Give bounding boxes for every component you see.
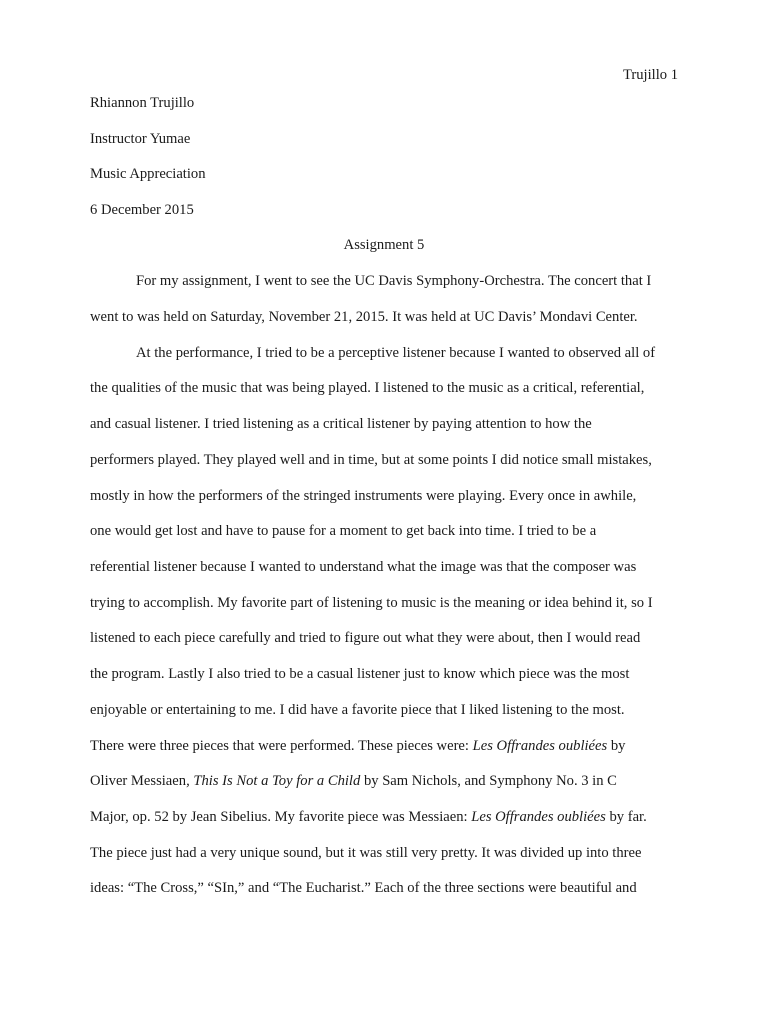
body-line bbox=[90, 737, 625, 755]
body-text: Oliver Messiaen bbox=[90, 773, 187, 789]
essay-date: 6 December 2015 bbox=[90, 202, 194, 218]
body-line: referential listener because I wanted to understand what the image was that the composer was bbox=[90, 559, 637, 575]
body-line bbox=[90, 772, 617, 790]
body-line: the qualities of the music that was being played. I listened to the music as a critical, referential, bbox=[90, 380, 645, 396]
body-text: Major, op. 52 by Jean Sibelius. My favorite piece was Messiaen: bbox=[90, 809, 472, 825]
work-title-italic: Les Offrandes oubliées bbox=[471, 809, 606, 825]
body-line: At the performance, I tried to be a perceptive listener because I wanted to observed all of bbox=[136, 345, 656, 361]
instructor-name: Instructor Yumae bbox=[90, 131, 191, 147]
author-name: Rhiannon Trujillo bbox=[90, 95, 195, 111]
body-line: trying to accomplish. My favorite part of listening to music is the meaning or idea behind it, so I bbox=[90, 595, 653, 611]
body-line: The piece just had a very unique sound, but it was still very pretty. It was divided up into three bbox=[90, 845, 642, 861]
body-text: by far. bbox=[605, 809, 647, 825]
work-title-italic: This Is Not a Toy for a Child bbox=[193, 773, 361, 789]
body-line: enjoyable or entertaining to me. I did have a favorite piece that I liked listening to the most. bbox=[90, 702, 625, 718]
body-line: and casual listener. I tried listening as a critical listener by paying attention to how the bbox=[90, 416, 592, 432]
body-text: by bbox=[607, 738, 626, 754]
running-head: Trujillo 1 bbox=[622, 67, 678, 83]
body-line: one would get lost and have to pause for a moment to get back into time. I tried to be a bbox=[90, 523, 597, 539]
body-line bbox=[90, 808, 647, 826]
course-name: Music Appreciation bbox=[90, 166, 206, 182]
body-line: ideas: “The Cross,” “SIn,” and “The Eucharist.” Each of the three sections were beautiful and bbox=[90, 880, 637, 896]
body-text: There were three pieces that were performed. These pieces were: bbox=[90, 738, 473, 754]
italic-comma: , bbox=[186, 773, 194, 789]
body-text: , and Symphony No. 3 in C bbox=[457, 773, 617, 789]
body-line: For my assignment, I went to see the UC Davis Symphony-Orchestra. The concert that I bbox=[136, 273, 652, 289]
body-text: by Sam Nichols bbox=[360, 773, 458, 789]
body-line: the program. Lastly I also tried to be a casual listener just to know which piece was the most bbox=[90, 666, 630, 682]
body-line: went to was held on Saturday, November 21, 2015. It was held at UC Davis’ Mondavi Center. bbox=[90, 309, 638, 325]
essay-title: Assignment 5 bbox=[343, 237, 425, 253]
work-title-italic: Les Offrandes oubliées bbox=[472, 738, 608, 754]
body-line: performers played. They played well and in time, but at some points I did notice small mistakes, bbox=[90, 452, 652, 468]
body-line: listened to each piece carefully and tried to figure out what they were about, then I would read bbox=[90, 630, 641, 646]
body-line: mostly in how the performers of the stringed instruments were playing. Every once in awhile, bbox=[90, 488, 637, 504]
